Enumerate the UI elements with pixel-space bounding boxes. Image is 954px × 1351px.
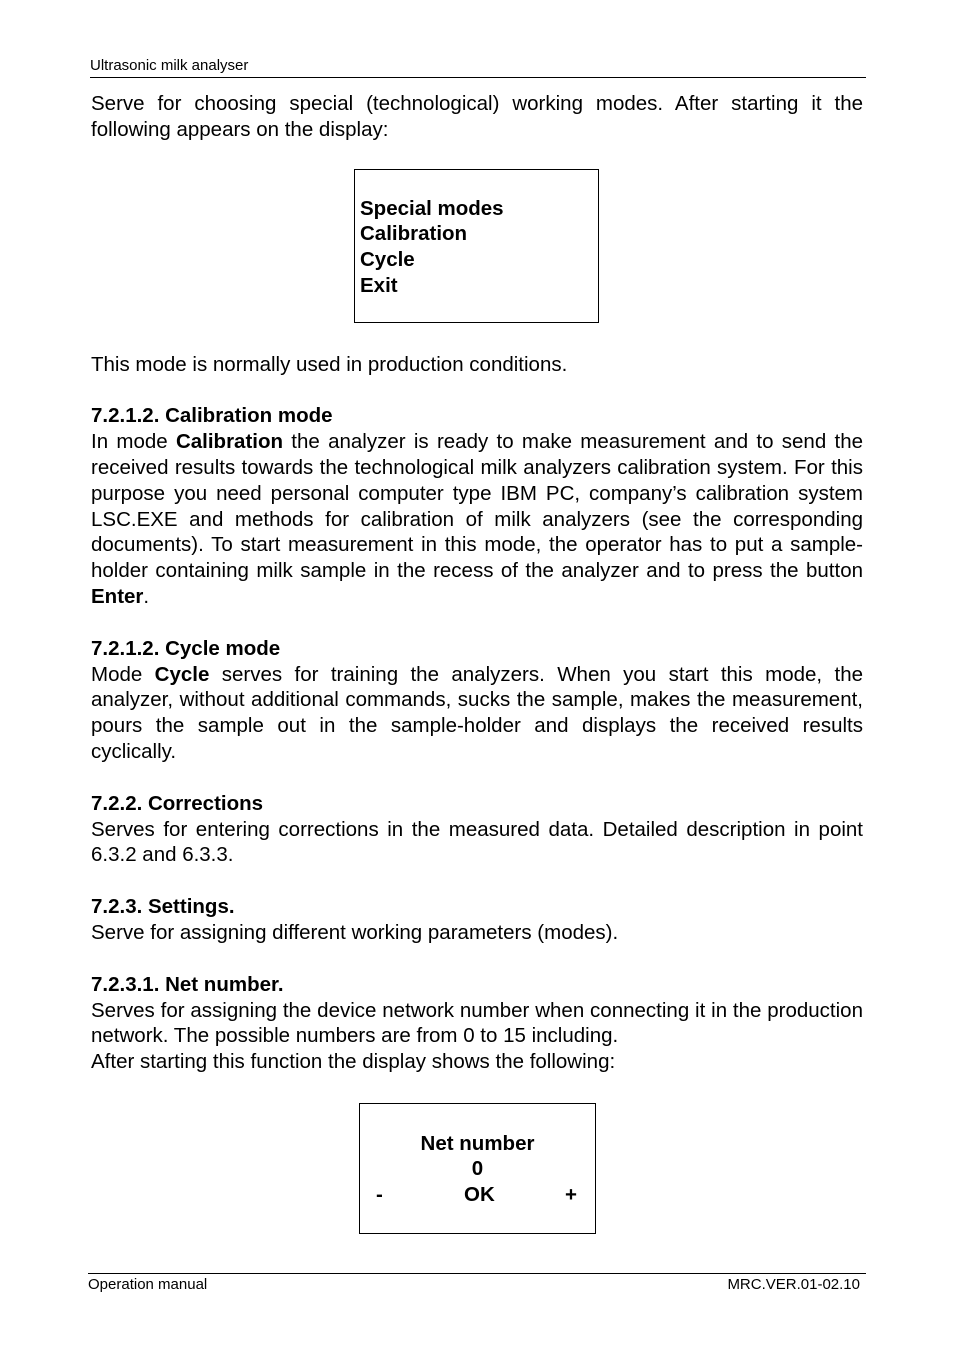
display-line-calibration: Calibration (360, 222, 468, 246)
display-line-exit: Exit (360, 273, 398, 297)
ok-key: OK (464, 1182, 495, 1206)
production-note: This mode is normally used in production conditions. (91, 352, 568, 376)
enter-term: Enter (91, 584, 144, 608)
footer-left: Operation manual (88, 1276, 208, 1293)
page-content (91, 91, 863, 1234)
calibration-heading: 7.2.1.2. Calibration mode (91, 404, 333, 428)
header-title: Ultrasonic milk analyser (90, 57, 249, 74)
intro-paragraph: Serve for choosing special (technological) working modes. After starting it the following appears on the display: (91, 92, 863, 141)
page-header (90, 57, 866, 78)
settings-heading: 7.2.3. Settings. (91, 895, 235, 919)
net-number-display-title: Net number (420, 1131, 535, 1155)
display-line-special-modes: Special modes (360, 196, 504, 220)
calibration-term: Calibration (175, 430, 284, 454)
net-number-display-value: 0 (471, 1156, 484, 1180)
display-line-cycle: Cycle (360, 248, 415, 272)
cycle-term: Cycle (154, 662, 210, 686)
corrections-paragraph: Serves for entering corrections in the measured data. Detailed description in point 6.3.2 and 6.3.3. (91, 817, 863, 867)
plus-key: + (565, 1182, 577, 1206)
settings-paragraph: Serve for assigning different working parameters (modes). (91, 920, 619, 944)
footer-right: MRC.VER.01-02.10 (727, 1276, 860, 1293)
special-modes-display (354, 169, 599, 323)
net-number-paragraph-2: After starting this function the display shows the following: (91, 1050, 616, 1074)
minus-key: - (376, 1182, 383, 1206)
page-footer (88, 1273, 866, 1293)
cycle-paragraph: Mode Cycle serves for training the analyzers. When you start this mode, the analyzer, without additional commands, sucks the sample, makes the measurement, pours the sample out in the sample-holder and displays the received results cyclically. (91, 662, 863, 763)
cycle-heading: 7.2.1.2. Cycle mode (91, 636, 281, 660)
calibration-paragraph: In mode Calibration the analyzer is ready to make measurement and to send the received results towards the technological milk analyzers calibration system. For this purpose you need personal computer type IBM PC, company’s calibration system LSC.EXE and methods for calibration of milk analyzers (see the corresponding documents). To start measurement in this mode, the operator has to put a sample-holder containing milk sample in the recess of the analyzer and to press the button Enter. (91, 430, 863, 608)
net-number-paragraph: Serves for assigning the device network number when connecting it in the production network. The possible numbers are from 0 to 15 including. (91, 998, 863, 1048)
net-number-heading: 7.2.3.1. Net number. (91, 972, 284, 996)
corrections-heading: 7.2.2. Corrections (91, 791, 264, 815)
net-number-display (359, 1103, 596, 1234)
